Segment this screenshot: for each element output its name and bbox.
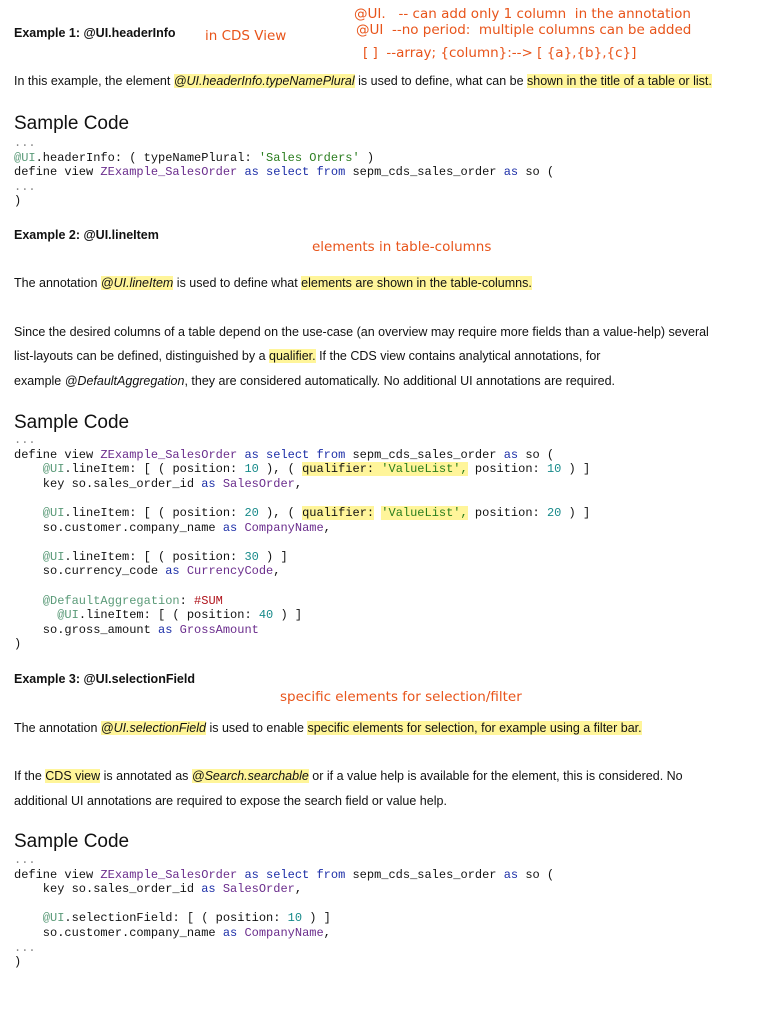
sample-code-heading-1: Sample Code (14, 113, 130, 134)
note-table-columns: elements in table-columns (312, 239, 492, 255)
example-2-paragraph-line-1: Since the desired columns of a table depend on the use-case (an overview may require more fields than a value-help) several (14, 325, 709, 339)
example-3-description: The annotation @UI.selectionField is used to enable specific elements for selection, for example using a filter bar. (14, 721, 642, 735)
example-2-title: Example 2: @UI.lineItem (14, 228, 159, 242)
code-block-2: ... define view ZExample_SalesOrder as select from sepm_cds_sales_order as so ( @UI.lineItem: [ ( position: 10 ), ( qualifier: 'ValueList', position: 10 ) ] key so.sales_order_id as SalesOrder, @UI.lineItem: [ ( position: 20 ), ( qualifier: 'ValueList', position: 20 ) ] so.customer.company_name as CompanyName, @UI.lineItem: [ ( position: 30 ) ] so.currency_code as CurrencyCode, @DefaultAggregation: #SUM @UI.lineItem: [ ( position: 40 ) ] so.gross_amount as GrossAmount ) (14, 433, 591, 652)
note-single-column: @UI. -- can add only 1 column in the annotation (354, 6, 691, 22)
code-block-1: ... @UI.headerInfo: ( typeNamePlural: 'Sales Orders' ) define view ZExample_SalesOrder as select from sepm_cds_sales_order as so ( ... ) (14, 136, 555, 209)
example-3-paragraph-line-1: If the CDS view is annotated as @Search.searchable or if a value help is available for the element, this is considered. No (14, 769, 683, 783)
highlight: shown in the title of a table or list. (527, 74, 712, 88)
sample-code-heading-3: Sample Code (14, 831, 130, 852)
annotation-highlight: @UI.headerInfo.typeNamePlural (173, 74, 355, 88)
note-in-cds-view: in CDS View (205, 28, 287, 44)
note-multiple-columns: @UI --no period: multiple columns can be added (356, 22, 692, 38)
note-array-syntax: [ ] --array; {column}:--> [ {a},{b},{c}] (363, 45, 637, 61)
note-selection-filter: specific elements for selection/filter (280, 689, 522, 705)
example-1-title: Example 1: @UI.headerInfo (14, 26, 176, 40)
example-2-paragraph-line-2: list-layouts can be defined, distinguished by a qualifier. If the CDS view contains analytical annotations, for (14, 349, 601, 363)
example-3-paragraph-line-2: additional UI annotations are required to expose the search field or value help. (14, 794, 447, 808)
example-2-paragraph-line-3: example @DefaultAggregation, they are considered automatically. No additional UI annotations are required. (14, 374, 616, 388)
example-2-description: The annotation @UI.lineItem is used to define what elements are shown in the table-columns. (14, 276, 532, 290)
example-1-description (14, 73, 712, 89)
text: In this example, the element (14, 74, 174, 88)
text: is used to define, what can be (354, 74, 527, 88)
code-block-3: ... define view ZExample_SalesOrder as select from sepm_cds_sales_order as so ( key so.sales_order_id as SalesOrder, @UI.selectionField: [ ( position: 10 ) ] so.customer.company_name as CompanyName, ... ) (14, 853, 555, 970)
example-3-title: Example 3: @UI.selectionField (14, 672, 195, 686)
sample-code-heading-2: Sample Code (14, 412, 130, 433)
